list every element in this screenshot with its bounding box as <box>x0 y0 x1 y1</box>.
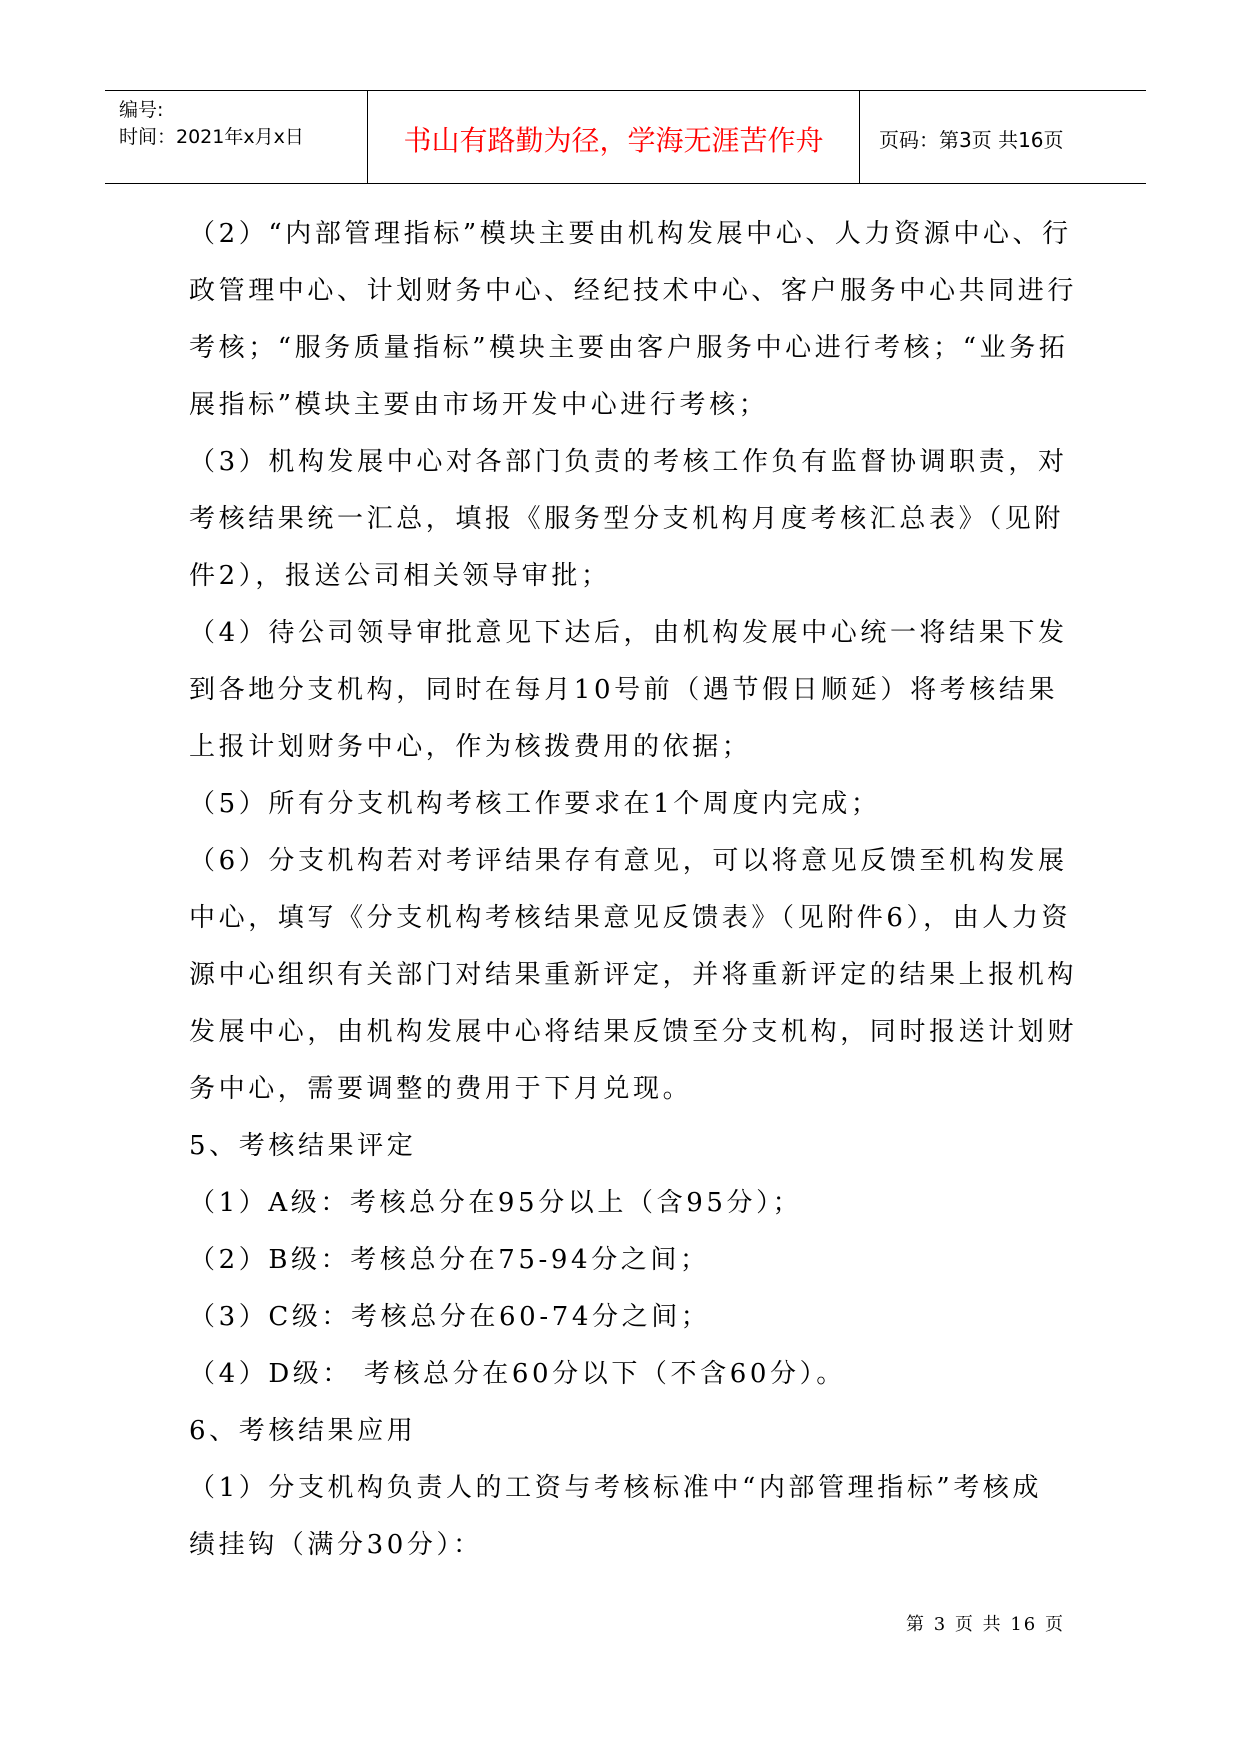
document-body <box>189 206 1078 1574</box>
body-line: 发展中心，由机构发展中心将结果反馈至分支机构，同时报送计划财 <box>189 1017 1078 1047</box>
header-page-number: 页码：第3页 共16页 <box>879 128 1064 152</box>
body-line: 考核；“服务质量指标”模块主要由客户服务中心进行考核；“业务拓 <box>189 333 1069 363</box>
body-line: 上报计划财务中心，作为核拨费用的依据； <box>189 732 752 762</box>
body-line: （4）D级： 考核总分在60分以下（不含60分）。 <box>189 1359 846 1389</box>
body-line: 展指标”模块主要由市场开发中心进行考核； <box>189 390 769 420</box>
body-line: 源中心组织有关部门对结果重新评定，并将重新评定的结果上报机构 <box>189 960 1078 990</box>
section-heading: 5、考核结果评定 <box>189 1131 417 1161</box>
body-line: （3）机构发展中心对各部门负责的考核工作负有监督协调职责，对 <box>189 447 1068 477</box>
page-footer-number: 第 3 页 共 16 页 <box>906 1614 1065 1635</box>
body-line: 中心，填写《分支机构考核结果意见反馈表》（见附件6），由人力资 <box>189 903 1072 933</box>
body-line: 绩挂钩（满分30分）： <box>189 1530 483 1560</box>
body-line: 件2），报送公司相关领导审批； <box>189 561 611 591</box>
header-motto: 书山有路勤为径，学海无涯苦作舟 <box>403 124 824 157</box>
body-line: 务中心，需要调整的费用于下月兑现。 <box>189 1074 693 1104</box>
header-page-cell <box>861 91 1146 183</box>
body-line: （6）分支机构若对考评结果存有意见，可以将意见反馈至机构发展 <box>189 846 1068 876</box>
document-time-label: 时间：2021年x月x日 <box>119 126 304 148</box>
body-line: 到各地分支机构，同时在每月10号前（遇节假日顺延）将考核结果 <box>189 675 1059 705</box>
body-line: （1）A级：考核总分在95分以上（含95分）； <box>189 1188 803 1218</box>
body-line: 考核结果统一汇总，填报《服务型分支机构月度考核汇总表》（见附 <box>189 504 1065 534</box>
header-motto-cell <box>368 91 860 183</box>
body-line: （2）B级：考核总分在75-94分之间； <box>189 1245 710 1275</box>
body-line: （2）“内部管理指标”模块主要由机构发展中心、人力资源中心、行 <box>189 219 1072 249</box>
section-heading: 6、考核结果应用 <box>189 1416 417 1446</box>
body-line: （4）待公司领导审批意见下达后，由机构发展中心统一将结果下发 <box>189 618 1068 648</box>
body-line: 政管理中心、计划财务中心、经纪技术中心、客户服务中心共同进行 <box>189 276 1078 306</box>
body-line: （5）所有分支机构考核工作要求在1个周度内完成； <box>189 789 881 819</box>
page-header <box>105 90 1146 184</box>
header-info-cell <box>105 91 368 183</box>
body-line: （3）C级：考核总分在60-74分之间； <box>189 1302 711 1332</box>
body-line: （1）分支机构负责人的工资与考核标准中“内部管理指标”考核成 <box>189 1473 1043 1503</box>
document-number-label: 编号: <box>119 99 164 121</box>
